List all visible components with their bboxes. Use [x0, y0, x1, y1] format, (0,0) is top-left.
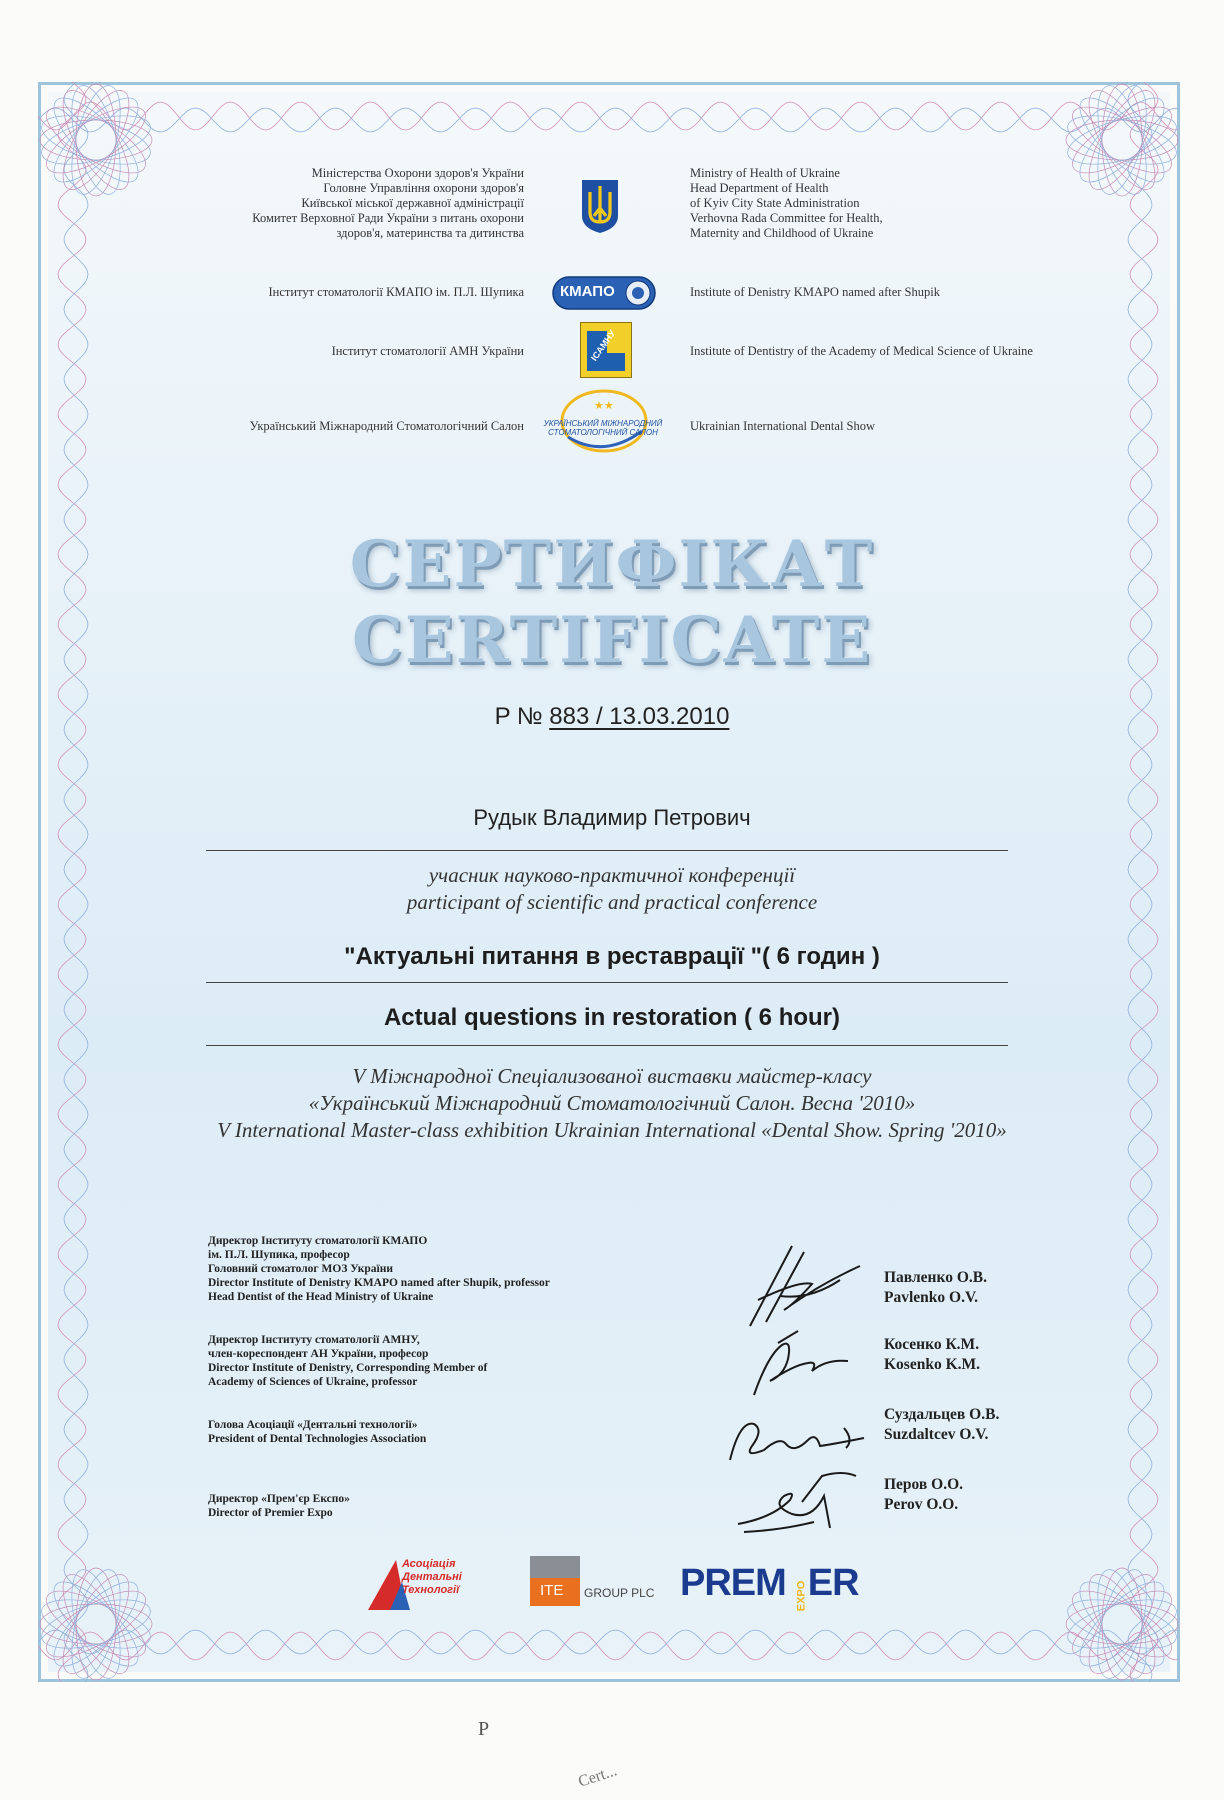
participant-label-ua: учасник науково-практичної конференції	[428, 863, 796, 887]
divider-line	[206, 1045, 1008, 1046]
signatory-line: Academy of Sciences of Ukraine, professor	[208, 1376, 418, 1388]
ite-logo-text: GROUP PLC	[584, 1586, 655, 1600]
signature-pavlenko	[740, 1240, 870, 1332]
course-title-ua: "Актуальні питання в реставрації "( 6 годин )	[344, 943, 880, 970]
signatory-line: Director Institute of Denistry KMAPO named after Shupik, professor	[208, 1277, 550, 1289]
org-line: Київської міської державної адміністрації	[301, 196, 524, 210]
logo-line: СТОМАТОЛОГІЧНИЙ САЛОН	[548, 428, 658, 437]
title-ukrainian: СЕРТИФІКАТ	[349, 527, 875, 602]
logo-line: Дентальні	[402, 1571, 462, 1583]
signatory-name-en: Kosenko K.M.	[884, 1356, 981, 1373]
certificate-number-value: 883 / 13.03.2010	[549, 703, 730, 730]
certificate-number-prefix: P №	[494, 703, 543, 730]
signatory-line: Головний стоматолог МОЗ України	[208, 1263, 393, 1275]
logo-line: Асоціація	[402, 1558, 456, 1570]
org-salon-ua	[250, 419, 524, 434]
signatory-name-en: Perov O.O.	[884, 1496, 959, 1513]
recipient-name: Рудык Владимир Петрович	[473, 805, 751, 830]
certificate-number	[0, 703, 1224, 731]
org-line: Maternity and Childhood of Ukraine	[690, 226, 874, 240]
signatory-line: Head Dentist of the Head Ministry of Ukraine	[208, 1291, 434, 1303]
signatory-3-title	[208, 1418, 426, 1446]
signatory-1-name	[884, 1268, 987, 1308]
signatory-name-ua: Косенко К.М.	[884, 1336, 980, 1353]
signatory-name-ua: Перов О.О.	[884, 1476, 964, 1493]
org-kmapo-en	[690, 285, 940, 300]
signatory-2-name	[884, 1335, 980, 1375]
org-amn-en	[690, 344, 1033, 359]
org-kmapo-ua	[268, 285, 524, 300]
event-line: «Український Міжнародний Стоматологічний Салон. Весна '2010»	[308, 1091, 916, 1115]
org-line: здоров'я, материнства та дитинства	[336, 226, 524, 240]
course-title-en: Actual questions in restoration ( 6 hour)	[383, 1004, 841, 1031]
divider-line	[206, 982, 1008, 983]
ite-logo-mark: ITE	[540, 1582, 564, 1599]
signatory-name-en: Pavlenko O.V.	[884, 1289, 979, 1306]
icamhy-logo	[580, 322, 632, 378]
dental-salon-logo	[534, 385, 672, 455]
premier-expo-logo	[680, 1562, 859, 1612]
logo-line: УКРАЇНСЬКИЙ МІЖНАРОДНИЙ	[543, 419, 663, 428]
signature-suzdaltcev	[724, 1410, 874, 1470]
premier-logo-expo-mark	[786, 1580, 808, 1612]
signatory-line: Director of Premier Expo	[208, 1507, 333, 1519]
signatory-name-ua: Суздальцев О.В.	[884, 1406, 1000, 1423]
stamp-text: Cert...	[576, 1762, 620, 1791]
signatory-2-title	[208, 1333, 487, 1389]
signatory-name-ua: Павленко О.В.	[884, 1269, 987, 1286]
org-line: Ukrainian International Dental Show	[690, 419, 876, 433]
icamhy-logo-text: ICAMHУ	[589, 328, 618, 363]
dental-technologies-association-logo	[366, 1556, 470, 1612]
signatory-1-title	[208, 1234, 550, 1304]
ite-logo	[530, 1556, 580, 1606]
org-line: Комитет Верховної Ради України з питань охорони	[252, 211, 524, 225]
org-line: Інститут стоматології КМАПО ім. П.Л. Шупика	[268, 285, 524, 299]
org-line: of Kyiv City State Administration	[690, 196, 860, 210]
org-line: Український Міжнародний Стоматологічний Салон	[249, 419, 524, 433]
premier-logo-left: PREM	[680, 1562, 786, 1604]
org-salon-en	[690, 419, 875, 434]
signatory-4-name	[884, 1475, 963, 1515]
signature-kosenko	[748, 1325, 858, 1403]
stamp-letter: P	[478, 1718, 490, 1740]
org-line: Head Department of Health	[690, 181, 829, 195]
signature-perov	[732, 1466, 862, 1538]
org-ministry-ua	[252, 166, 524, 241]
signatory-name-en: Suzdaltcev O.V.	[884, 1426, 989, 1443]
dental-salon-logo-text	[538, 419, 668, 437]
premier-logo-right: ER	[807, 1562, 859, 1604]
org-line: Головне Управління охорони здоров'я	[323, 181, 524, 195]
org-line: Міністерства Охорони здоров'я України	[311, 166, 524, 180]
premier-logo-expo: EXPO	[795, 1580, 808, 1612]
svg-text:★★: ★★	[594, 399, 614, 412]
signatory-line: Директор Інституту стоматології АМНУ,	[208, 1334, 420, 1346]
signatory-4-title	[208, 1492, 350, 1520]
signatory-line: Директор «Прем'єр Експо»	[208, 1493, 350, 1505]
title-english: CERTIFICATE	[351, 603, 873, 678]
org-line: Verhovna Rada Committee for Health,	[690, 211, 883, 225]
org-line: Institute of Denistry KMAPO named after Shupik	[690, 285, 940, 299]
divider-line	[206, 850, 1008, 851]
org-line: Institute of Dentistry of the Academy of Medical Science of Ukraine	[690, 344, 1033, 358]
trident-emblem-icon	[580, 178, 620, 234]
signatory-line: Директор Інституту стоматології КМАПО	[208, 1235, 428, 1247]
participant-label-en: participant of scientific and practical conference	[406, 890, 818, 914]
org-line: Ministry of Health of Ukraine	[690, 166, 840, 180]
kmapo-logo	[552, 274, 656, 312]
signatory-3-name	[884, 1405, 999, 1445]
org-line: Інститут стоматології АМН України	[331, 344, 524, 358]
signatory-line: Голова Асоціації «Дентальні технології»	[208, 1419, 418, 1431]
signatory-line: ім. П.Л. Шупика, професор	[208, 1249, 350, 1261]
signatory-line: Director Institute of Denistry, Corresponding Member of	[208, 1362, 488, 1374]
org-amn-ua	[332, 344, 524, 359]
event-line: V International Master-class exhibition Ukrainian International «Dental Show. Spring '2010»	[217, 1118, 1007, 1142]
event-line: V Міжнародної Спеціализованої виставки майстер-класу	[352, 1064, 872, 1088]
org-ministry-en	[690, 166, 883, 241]
signatory-line: член-кореспондент АН України, професор	[208, 1348, 429, 1360]
association-logo-text	[402, 1558, 462, 1597]
logo-line: Технології	[402, 1584, 460, 1596]
kmapo-logo-text: КМАПО	[560, 283, 615, 300]
signatory-line: President of Dental Technologies Association	[208, 1433, 427, 1445]
